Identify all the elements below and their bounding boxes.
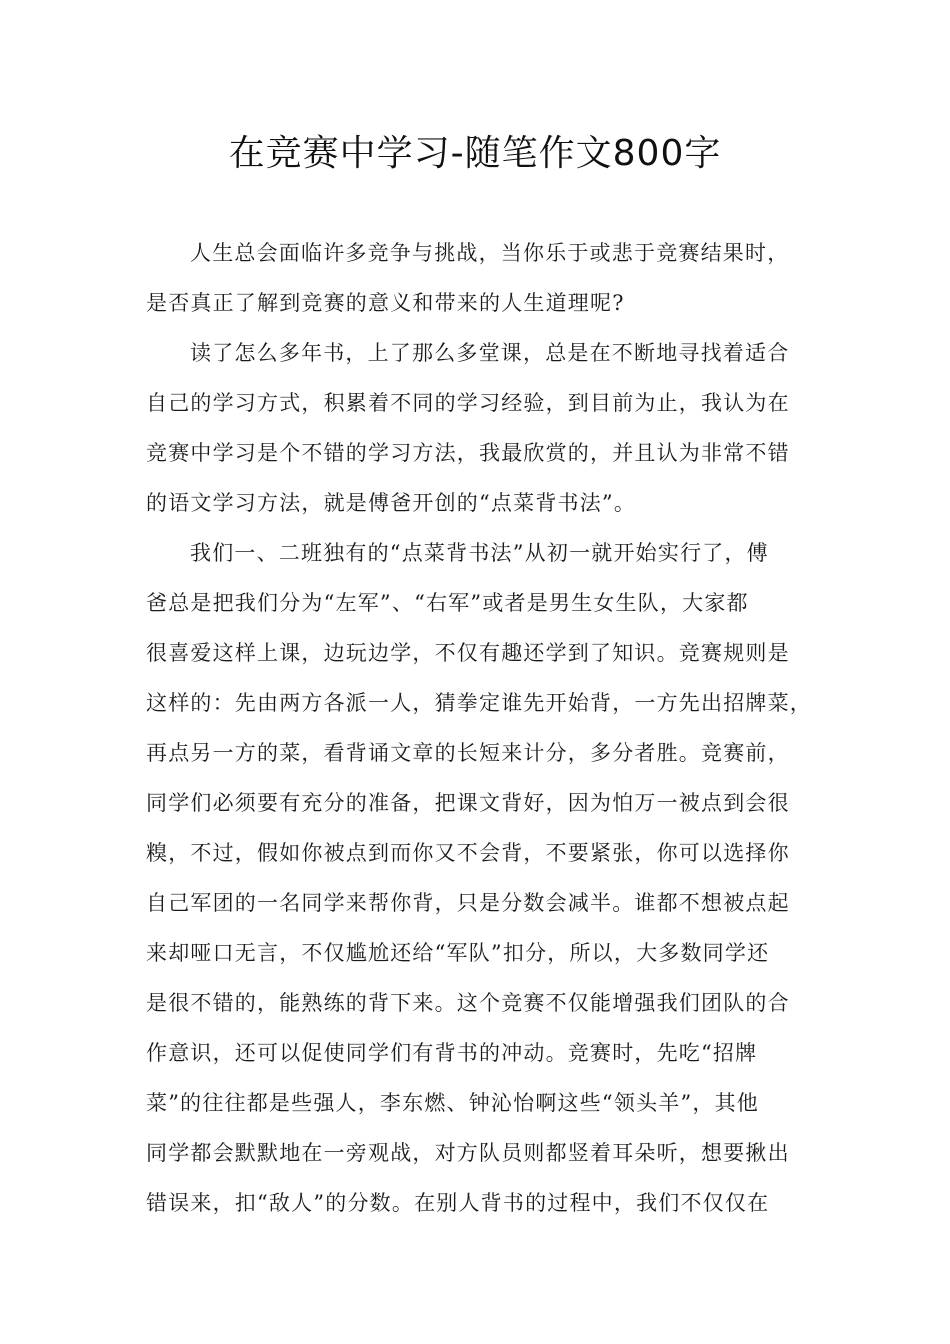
text-line: 再点另一方的菜，看背诵文章的长短来计分，多分者胜。竞赛前， [146, 741, 790, 765]
text-line: 自己的学习方式，积累着不同的学习经验，到目前为止，我认为在 [146, 391, 790, 415]
text-line: 糗，不过，假如你被点到而你又不会背，不要紧张，你可以选择你 [146, 841, 790, 865]
text-line: 这样的：先由两方各派一人，猜拳定谁先开始背，一方先出招牌菜， [146, 691, 812, 715]
text-line: 爸总是把我们分为“左军”、“右军”或者是男生女生队，大家都 [146, 591, 749, 615]
text-line: 自己军团的一名同学来帮你背，只是分数会减半。谁都不想被点起 [146, 891, 790, 915]
text-line: 读了怎么多年书，上了那么多堂课，总是在不断地寻找着适合 [190, 341, 790, 365]
text-line: 很喜爱这样上课，边玩边学，不仅有趣还学到了知识。竞赛规则是 [146, 641, 790, 665]
text-line: 是否真正了解到竞赛的意义和带来的人生道理呢? [146, 291, 625, 315]
text-line: 人生总会面临许多竞争与挑战，当你乐于或悲于竞赛结果时， [190, 241, 790, 265]
document-title: 在竞赛中学习-随笔作文800字 [228, 133, 722, 174]
text-line: 竞赛中学习是个不错的学习方法，我最欣赏的，并且认为非常不错 [146, 441, 790, 465]
text-line: 是很不错的，能熟练的背下来。这个竞赛不仅能增强我们团队的合 [146, 991, 790, 1015]
text-line: 的语文学习方法，就是傅爸开创的“点菜背书法”。 [146, 491, 637, 515]
text-line: 菜”的往往都是些强人，李东燃、钟沁怡啊这些“领头羊”，其他 [146, 1091, 760, 1115]
text-line: 我们一、二班独有的“点菜背书法”从初一就开始实行了，傅 [190, 541, 769, 565]
document-body [146, 228, 846, 1228]
text-line: 来却哑口无言，不仅尴尬还给“军队”扣分，所以，大多数同学还 [146, 941, 770, 965]
text-line: 作意识，还可以促使同学们有背书的冲动。竞赛时，先吃“招牌 [146, 1041, 758, 1065]
text-line: 同学都会默默地在一旁观战，对方队员则都竖着耳朵听，想要揪出 [146, 1141, 790, 1165]
text-line: 错误来，扣“敌人”的分数。在别人背书的过程中，我们不仅仅在 [146, 1191, 770, 1215]
text-line: 同学们必须要有充分的准备，把课文背好，因为怕万一被点到会很 [146, 791, 790, 815]
